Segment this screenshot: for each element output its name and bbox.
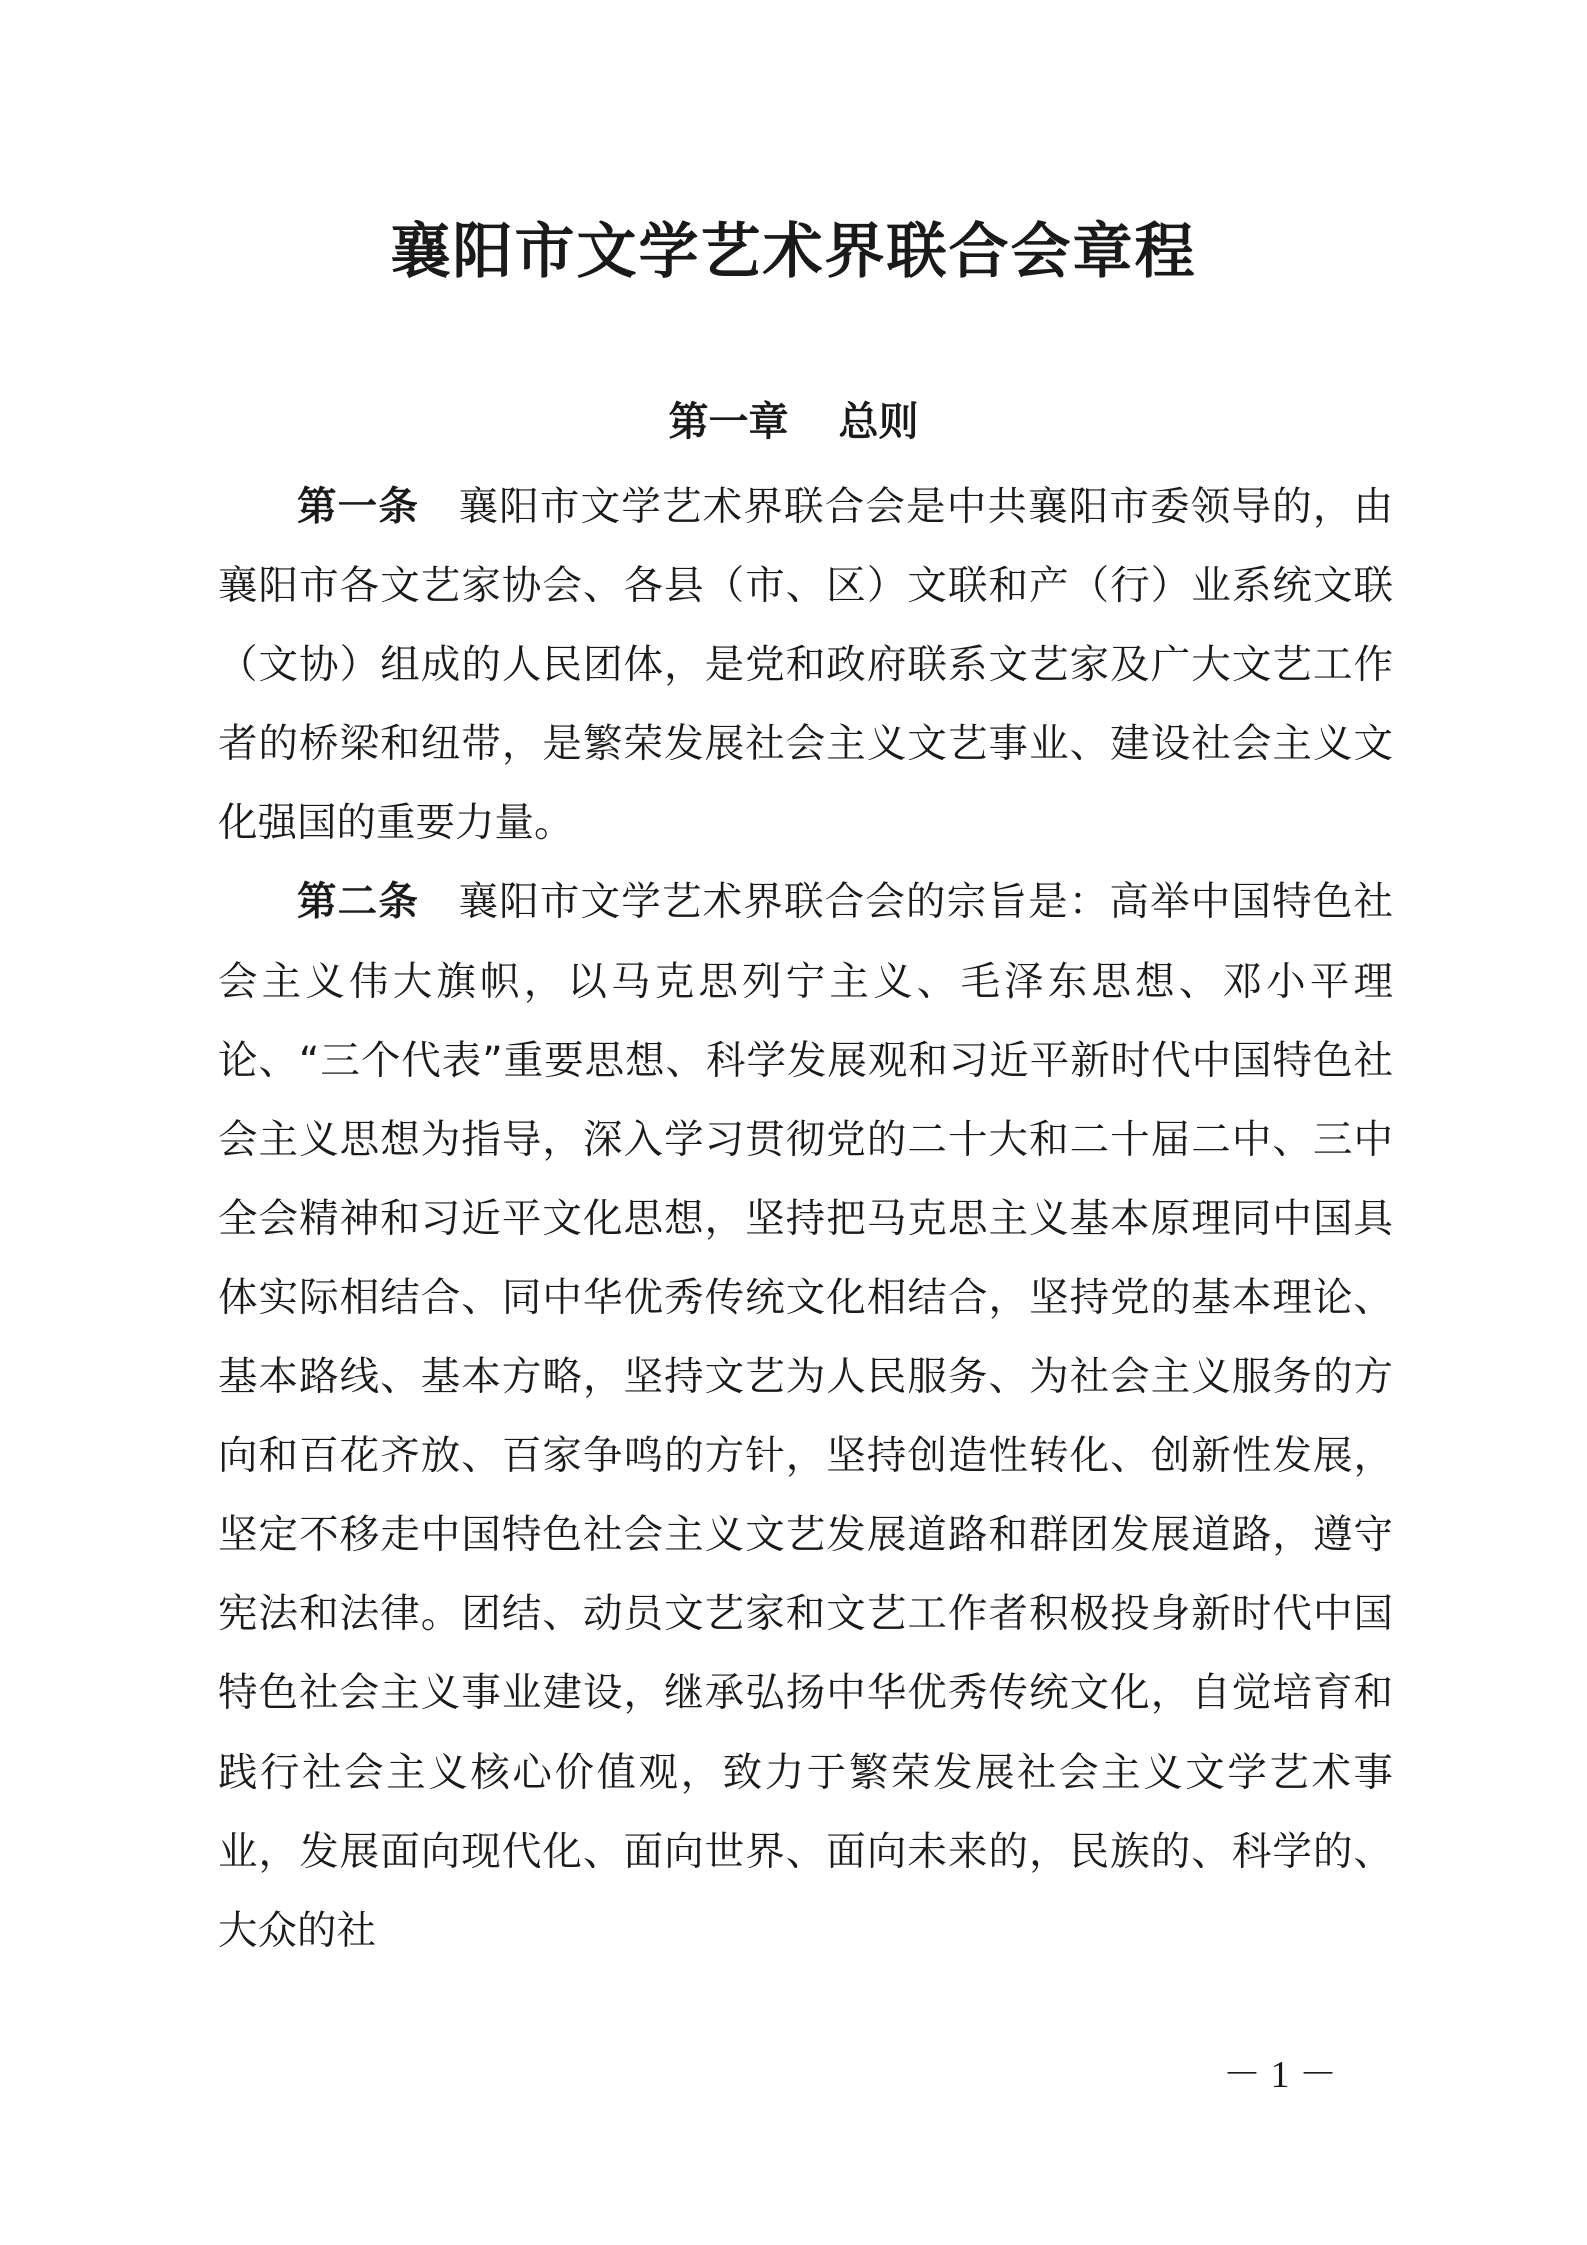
article-1-number: 第一条: [297, 484, 420, 530]
article-2-number: 第二条: [297, 879, 420, 926]
chapter-heading: [0, 387, 1587, 457]
article-2: [218, 863, 1393, 1970]
article-2-text: 襄阳市文学艺术界联合会的宗旨是：高举中国特色社会主义伟大旗帜，以马克思列宁主义、毛泽东思想、邓小平理论、“三个代表”重要思想、科学发展观和习近平新时代中国特色社会主义思想为指导，深入学习贯彻党的二十大和二十届二中、三中全会精神和习近平文化思想，坚持把马克思主义基本原理同中国具体实际相结合、同中华优秀传统文化相结合，坚持党的基本理论、基本路线、基本方略，坚持文艺为人民服务、为社会主义服务的方向和百花齐放、百家争鸣的方针，坚持创造性转化、创新性发展，坚定不移走中国特色社会主义文艺发展道路和群团发展道路，遵守宪法和法律。团结、动员文艺家和文艺工作者积极投身新时代中国特色社会主义事业建设，继承弘扬中华优秀传统文化，自觉培育和践行社会主义核心价值观，致力于繁荣发展社会主义文学艺术事业，发展面向现代化、面向世界、面向未来的，民族的、科学的、大众的社: [218, 879, 1394, 1954]
document-title: 襄阳市文学艺术界联合会章程: [390, 217, 1197, 287]
chapter-name: 总则: [838, 399, 919, 445]
document-body: [218, 468, 1393, 1971]
article-1-text: 襄阳市文学艺术界联合会是中共襄阳市委领导的，由襄阳市各文艺家协会、各县（市、区）文联和产（行）业系统文联（文协）组成的人民团体，是党和政府联系文艺家及广大文艺工作者的桥梁和纽带，是繁荣发展社会主义文艺事业、建设社会主义文化强国的重要力量。: [218, 484, 1394, 847]
chapter-number: 第一章: [668, 399, 789, 445]
page-number: － 1 －: [1222, 2054, 1337, 2096]
article-1: [218, 468, 1393, 863]
